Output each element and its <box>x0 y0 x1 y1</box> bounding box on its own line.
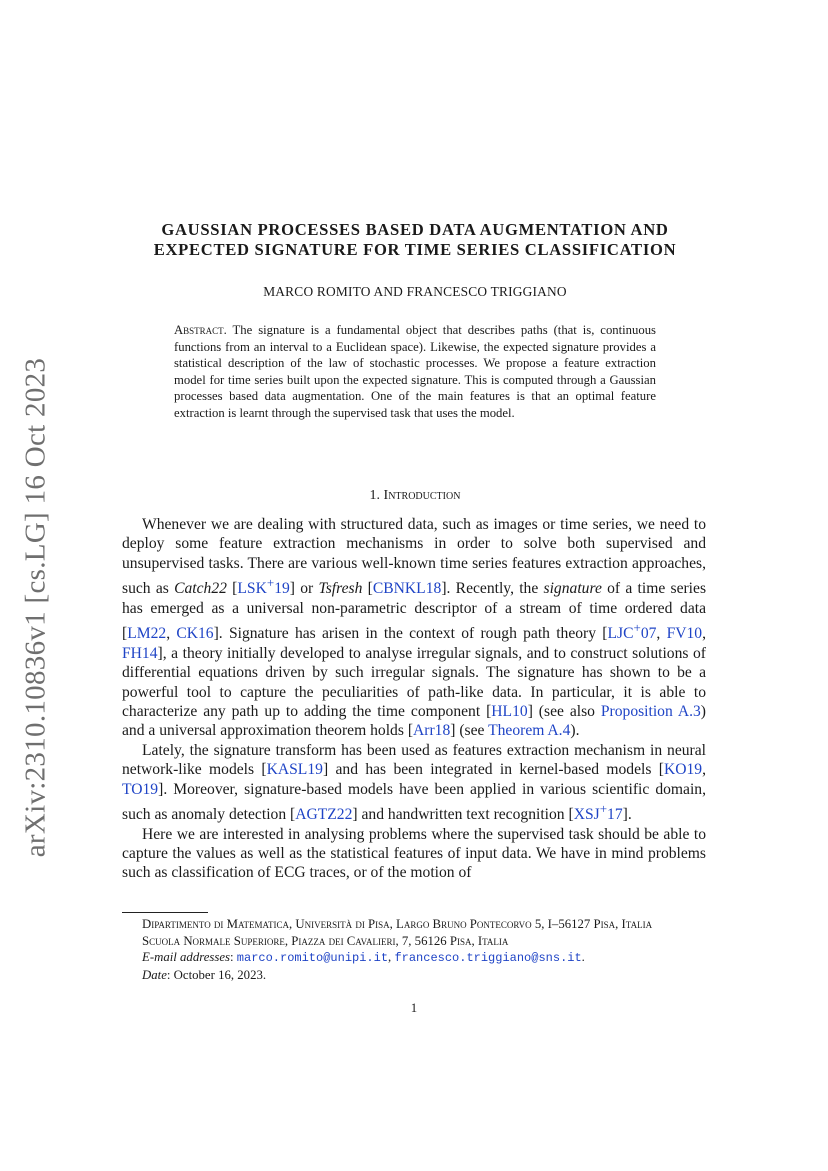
text-run: Lately, the signature transform has been used as features extraction mechanism in neural network-like models <box>122 741 706 779</box>
citation-link[interactable]: TO19 <box>122 780 159 798</box>
citation-link[interactable]: KASL19 <box>266 761 323 779</box>
citation-link[interactable]: AGTZ22 <box>295 806 353 824</box>
paper-title <box>122 220 708 260</box>
citation-link[interactable]: HL10 <box>491 703 528 721</box>
text-run: and handwritten text recognition <box>357 806 569 824</box>
citation-link[interactable]: XSJ+17 <box>573 801 623 824</box>
text-run: (see also <box>532 703 601 721</box>
date-value: October 16, 2023. <box>173 967 267 982</box>
cross-reference-link[interactable]: Theorem A.4 <box>488 722 571 740</box>
date-label: Date <box>142 967 167 982</box>
email-link[interactable]: francesco.triggiano@sns.it <box>394 951 582 966</box>
citation-link[interactable]: Arr18 <box>413 722 451 740</box>
text-run: . <box>627 806 632 824</box>
citation-link[interactable]: FH14 <box>122 644 158 662</box>
cross-reference-link[interactable]: Proposition A.3 <box>600 703 701 721</box>
affiliation-1: Dipartimento di Matematica, Università di Pisa, Largo Bruno Pontecorvo 5, I–56127 Pisa, Italia <box>142 917 653 931</box>
text-run: . Moreover, signature-based models have been applied in various scientific domain, such as anomaly detection <box>122 780 706 824</box>
text-run: (see <box>455 722 489 740</box>
text-run: Whenever we are dealing with structured data, such as images or time series, we need to deploy some feature extraction mechanisms in order to solve both supervised and unsupervised tasks. There are various well-known time series features extraction approaches, such as <box>122 516 706 598</box>
citation-link[interactable]: KO19 <box>663 761 703 779</box>
arxiv-identifier: arXiv:2310.10836v1 [cs.LG] 16 Oct 2023 <box>19 357 52 857</box>
footnote-rule <box>122 912 208 913</box>
citation-link[interactable]: LM22 <box>127 625 167 643</box>
text-run: and has been integrated in kernel-based models <box>328 761 659 779</box>
text-run: . Signature has arisen in the context of rough path theory <box>218 625 603 643</box>
email-label: E-mail addresses <box>142 950 231 965</box>
emphasis: signature <box>543 580 602 598</box>
section-number: 1. <box>369 488 381 503</box>
text-run: . Recently, the <box>446 580 544 598</box>
paragraph-1: Whenever we are dealing with structured data, such as images or time series, we need to deploy some feature extraction mechanisms in order to solve both supervised and unsupervised tasks. There are various well-known time series features extraction approaches, such as Catch22 [LSK+19] or Tsfresh [CBNKL18]. Recently, the signature of a time series has emerged as a universal non-parametric descriptor of a stream of time ordered data [LM22, CK16]. Signature has arisen in the context of rough path theory [LJC+07, FV10, FH14], a theory initially developed to analyse irregular signals, and to construct solutions of differential equations driven by such irregular signals. The signature has shown to be a powerful tool to capture the peculiarities of path-like data. In particular, it is able to characterize any path up to adding the time component [HL10] (see also Proposition A.3) and a universal approximation theorem holds [Arr18] (see Theorem A.4). <box>122 516 707 740</box>
method-name: Tsfresh <box>318 580 363 598</box>
arxiv-sidebar <box>12 357 60 857</box>
paper-authors: MARCO ROMITO AND FRANCESCO TRIGGIANO <box>263 284 567 299</box>
page-number: 1 <box>410 1001 418 1015</box>
citation-link[interactable]: LJC+07 <box>607 620 657 643</box>
body-text <box>122 515 706 883</box>
footnote <box>122 916 706 983</box>
paragraph-2: Lately, the signature transform has been used as features extraction mechanism in neural network-like models [KASL19] and has been integrated in kernel-based models [KO19, TO19]. Moreover, signature-based models have been applied in various scientific domain, such as anomaly detection [AGTZ22] and handwritten text recognition [XSJ+17]. <box>122 741 706 824</box>
citation-link[interactable]: LSK+19 <box>237 575 290 598</box>
text-run: or <box>294 580 319 598</box>
date-line: Date: October 16, 2023. <box>142 967 267 982</box>
paragraph-3: Here we are interested in analysing problems where the supervised task should be able to capture the values as well as the statistical features of input data. We have in mind problems such as classification of ECG traces, or of the motion of <box>122 825 706 882</box>
text-run: of a time series has emerged as a universal non-parametric descriptor of a stream of time ordered data <box>122 580 707 617</box>
citation-link[interactable]: CK16 <box>176 625 214 643</box>
citation-link[interactable]: FV10 <box>666 625 703 643</box>
text-run: ) and a universal approximation theorem holds <box>122 703 706 740</box>
section-title: Introduction <box>383 488 461 503</box>
text-run: , a theory initially developed to analyse irregular signals, and to construct solutions of differential equations driven by such irregular signals. The signature has shown to be a powerful tool to capture the peculiarities of path-like data. In particular, it is able to characterize any path up to adding the time component <box>122 644 706 721</box>
section-heading <box>122 488 708 504</box>
title-line-2: EXPECTED SIGNATURE FOR TIME SERIES CLASSIFICATION <box>153 240 677 259</box>
email-link[interactable]: marco.romito@unipi.it <box>236 951 389 966</box>
abstract <box>174 322 656 422</box>
text-run: ). <box>570 722 580 740</box>
citation-link[interactable]: CBNKL18 <box>372 580 442 598</box>
email-line: E-mail addresses: marco.romito@unipi.it, francesco.triggiano@sns.it. <box>142 950 585 966</box>
abstract-label: Abstract. <box>174 323 227 337</box>
abstract-text: The signature is a fundamental object that describes paths (that is, continuous functions from an interval to a Euclidean space). Likewise, the expected signature provides a statistical description of the law of stochastic processes. We propose a feature extraction model for time series built upon the expected signature. This is computed through a Gaussian processes based data augmentation. One of the main features is that an optimal feature extraction is learnt through the supervised task that uses the model. <box>174 323 656 420</box>
title-line-1: GAUSSIAN PROCESSES BASED DATA AUGMENTATION AND <box>161 220 669 239</box>
method-name: Catch22 <box>174 580 227 598</box>
affiliation-2: Scuola Normale Superiore, Piazza dei Cavalieri, 7, 56126 Pisa, Italia <box>142 933 509 948</box>
